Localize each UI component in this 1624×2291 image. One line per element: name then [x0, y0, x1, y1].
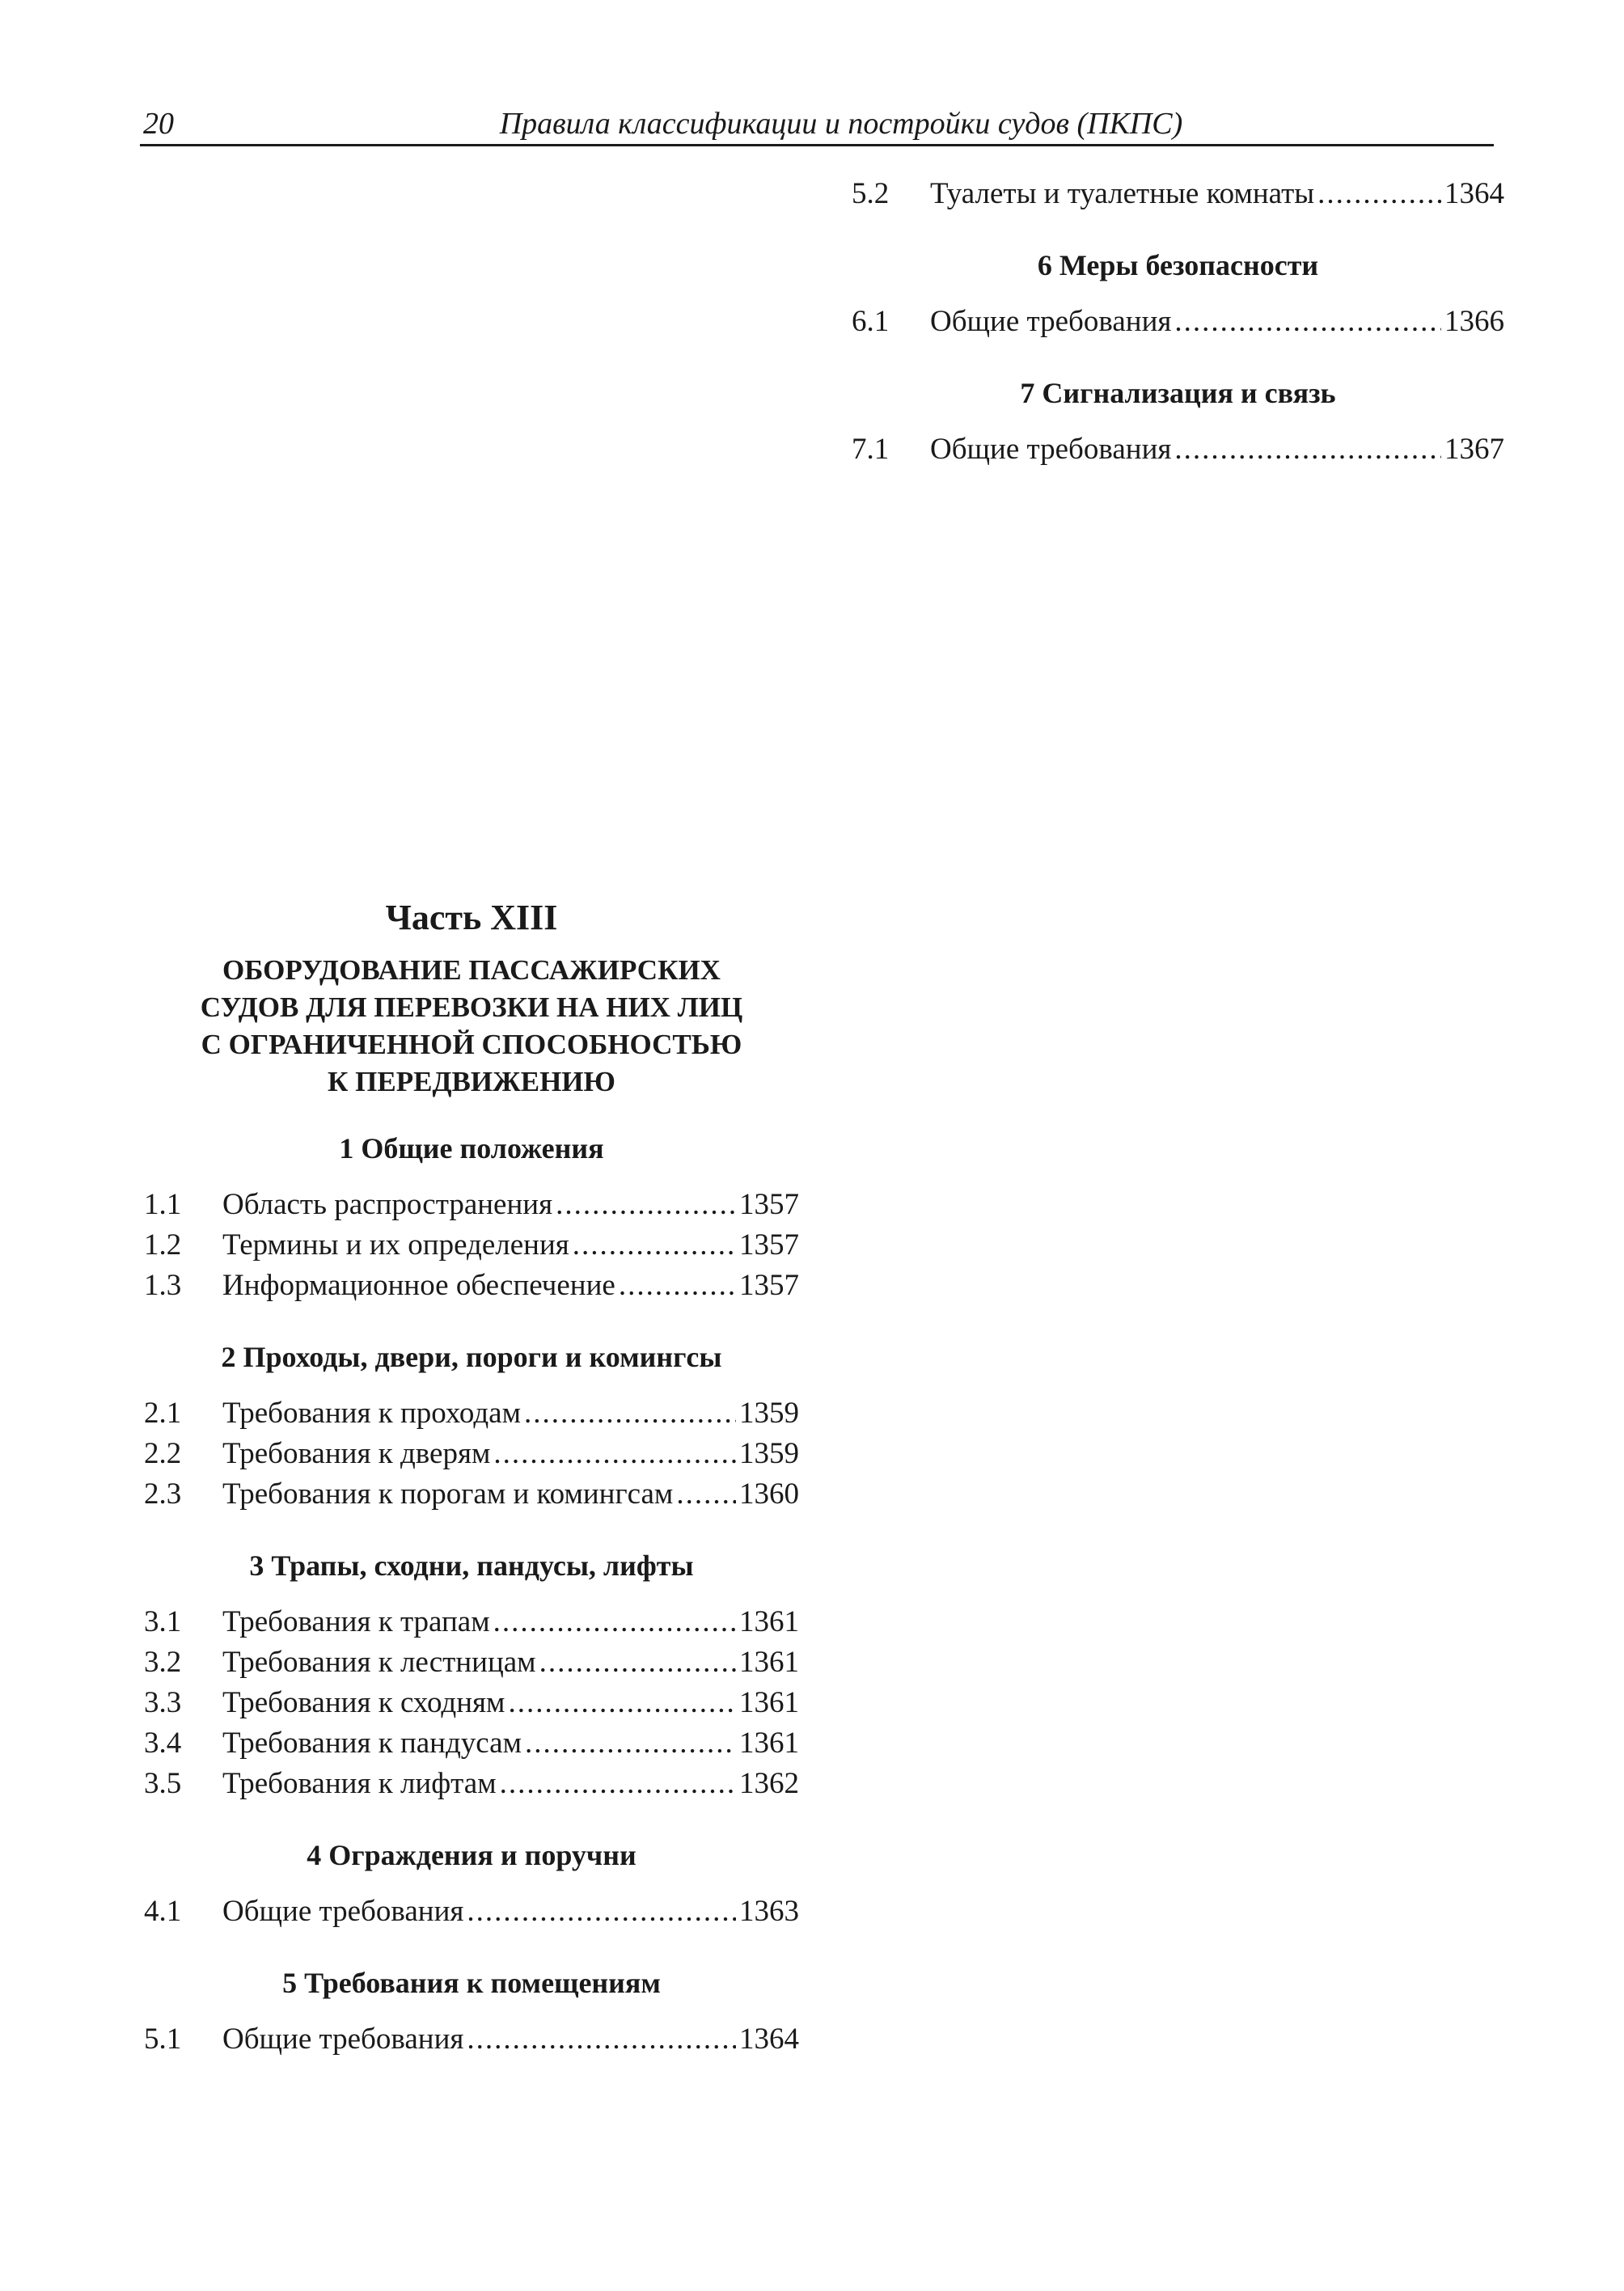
toc-entry[interactable]: [852, 429, 1504, 470]
toc-entry-number: 3.2: [144, 1646, 182, 1679]
toc-entry-number: 1.3: [144, 1269, 182, 1302]
toc-leader-dots: [619, 1266, 736, 1306]
section-heading: 1 Общие положения: [339, 1132, 604, 1165]
toc-leader-dots: [467, 1892, 736, 1932]
toc-entry-page: 1361: [739, 1686, 799, 1719]
toc-entry-number: 2.3: [144, 1477, 182, 1511]
toc-leader-dots: [1174, 302, 1441, 342]
toc-entry-page: 1357: [739, 1188, 799, 1221]
toc-entry-title: Туалеты и туалетные комнаты: [930, 177, 1315, 210]
toc-entry-number: 2.2: [144, 1437, 182, 1470]
toc-leader-dots: [556, 1185, 736, 1225]
toc-entry-page: 1363: [739, 1895, 799, 1928]
part-subtitle-line: СУДОВ ДЛЯ ПЕРЕВОЗКИ НА НИХ ЛИЦ: [200, 991, 743, 1023]
toc-entry[interactable]: [144, 2019, 799, 2060]
toc-entry[interactable]: [144, 1185, 799, 1225]
toc-entry-title: Требования к сходням: [222, 1686, 505, 1719]
section-heading: 6 Меры безопасности: [1037, 249, 1319, 281]
toc-entry-title: Требования к трапам: [222, 1605, 490, 1638]
section-heading: 5 Требования к помещениям: [282, 1967, 661, 1999]
toc-entry-number: 5.2: [852, 177, 890, 210]
toc-leader-dots: [676, 1474, 736, 1515]
toc-entry-title: Требования к лестницам: [222, 1646, 536, 1679]
toc-leader-dots: [525, 1723, 736, 1764]
running-header: [140, 104, 1494, 146]
toc-entry-number: 3.1: [144, 1605, 182, 1638]
part-subtitle-line: ОБОРУДОВАНИЕ ПАССАЖИРСКИХ: [222, 954, 721, 986]
toc-entry[interactable]: [144, 1683, 799, 1723]
toc-entry-page: 1359: [739, 1437, 799, 1470]
toc-entry-number: 3.4: [144, 1727, 182, 1760]
part-subtitle-line: К ПЕРЕДВИЖЕНИЮ: [328, 1066, 615, 1097]
toc-entry-page: 1357: [739, 1228, 799, 1262]
toc-leader-dots: [1174, 429, 1441, 470]
toc-entry[interactable]: [144, 1602, 799, 1642]
part-subtitle-line: С ОГРАНИЧЕННОЙ СПОСОБНОСТЬЮ: [201, 1029, 742, 1060]
right-column: [852, 174, 1504, 501]
toc-entry-page: 1360: [739, 1477, 799, 1511]
toc-entry-page: 1359: [739, 1397, 799, 1430]
section-heading: 4 Ограждения и поручни: [307, 1839, 636, 1871]
toc-entry-number: 1.1: [144, 1188, 182, 1221]
toc-entry-title: Область распространения: [222, 1188, 553, 1221]
section-heading: 2 Проходы, двери, пороги и комингсы: [221, 1341, 722, 1373]
toc-entry-number: 7.1: [852, 433, 890, 466]
left-column: [144, 894, 799, 2090]
toc-entry-number: 3.3: [144, 1686, 182, 1719]
toc-leader-dots: [1317, 174, 1441, 214]
toc-section-6: [852, 245, 1504, 342]
toc-entry[interactable]: [144, 1642, 799, 1683]
toc-entry-number: 1.2: [144, 1228, 182, 1262]
toc-entry-page: 1361: [739, 1646, 799, 1679]
toc-entry[interactable]: [144, 1393, 799, 1434]
toc-entry-title: Информационное обеспечение: [222, 1269, 615, 1302]
toc-section-1: [144, 1128, 799, 1306]
toc-entry-number: 2.1: [144, 1397, 182, 1430]
toc-section-3: [144, 1545, 799, 1804]
part-title: Часть XIII: [385, 898, 558, 937]
toc-entry[interactable]: [144, 1225, 799, 1266]
toc-entry-number: 5.1: [144, 2023, 182, 2056]
toc-entry-number: 3.5: [144, 1767, 182, 1800]
toc-leader-dots: [493, 1434, 736, 1474]
toc-entry[interactable]: [144, 1266, 799, 1306]
section-heading: 3 Трапы, сходни, пандусы, лифты: [249, 1549, 694, 1582]
toc-leader-dots: [500, 1764, 736, 1804]
toc-entry-number: 6.1: [852, 305, 890, 338]
part-subtitle: [144, 952, 799, 1101]
toc-entry[interactable]: [144, 1474, 799, 1515]
toc-entry-title: Общие требования: [222, 2023, 464, 2056]
toc-leader-dots: [467, 2019, 736, 2060]
toc-section-4: [144, 1835, 799, 1932]
toc-entry-page: 1361: [739, 1605, 799, 1638]
toc-entry-title: Требования к дверям: [222, 1437, 491, 1470]
toc-leader-dots: [539, 1642, 736, 1683]
toc-entry-title: Требования к проходам: [222, 1397, 522, 1430]
toc-entry-title: Общие требования: [222, 1895, 464, 1928]
toc-leader-dots: [524, 1393, 736, 1434]
toc-leader-dots: [508, 1683, 736, 1723]
toc-section-5: [144, 1963, 799, 2060]
toc-entry[interactable]: [852, 174, 1504, 214]
toc-section-continued: [852, 174, 1504, 214]
toc-entry-page: 1357: [739, 1269, 799, 1302]
toc-entry[interactable]: [144, 1892, 799, 1932]
toc-leader-dots: [493, 1602, 736, 1642]
toc-entry-page: 1367: [1444, 433, 1504, 466]
toc-entry-page: 1364: [739, 2023, 799, 2056]
toc-entry-title: Требования к пандусам: [222, 1727, 522, 1760]
toc-entry-number: 4.1: [144, 1895, 182, 1928]
toc-entry-title: Общие требования: [930, 433, 1172, 466]
toc-entry[interactable]: [852, 302, 1504, 342]
running-title: Правила классификации и постройки судов (ПКПС): [499, 107, 1183, 141]
toc-section-7: [852, 373, 1504, 470]
toc-entry[interactable]: [144, 1723, 799, 1764]
toc-entry[interactable]: [144, 1434, 799, 1474]
toc-entry[interactable]: [144, 1764, 799, 1804]
toc-entry-title: Требования к лифтам: [222, 1767, 497, 1800]
toc-entry-title: Требования к порогам и комингсам: [222, 1477, 674, 1511]
toc-entry-page: 1366: [1444, 305, 1504, 338]
toc-entry-page: 1364: [1444, 177, 1504, 210]
toc-entry-page: 1362: [739, 1767, 799, 1800]
toc-entry-title: Общие требования: [930, 305, 1172, 338]
section-heading: 7 Сигнализация и связь: [1020, 377, 1336, 409]
toc-section-2: [144, 1337, 799, 1515]
toc-entry-page: 1361: [739, 1727, 799, 1760]
page-number: 20: [143, 107, 174, 141]
toc-entry-title: Термины и их определения: [222, 1228, 569, 1262]
toc-leader-dots: [573, 1225, 736, 1266]
